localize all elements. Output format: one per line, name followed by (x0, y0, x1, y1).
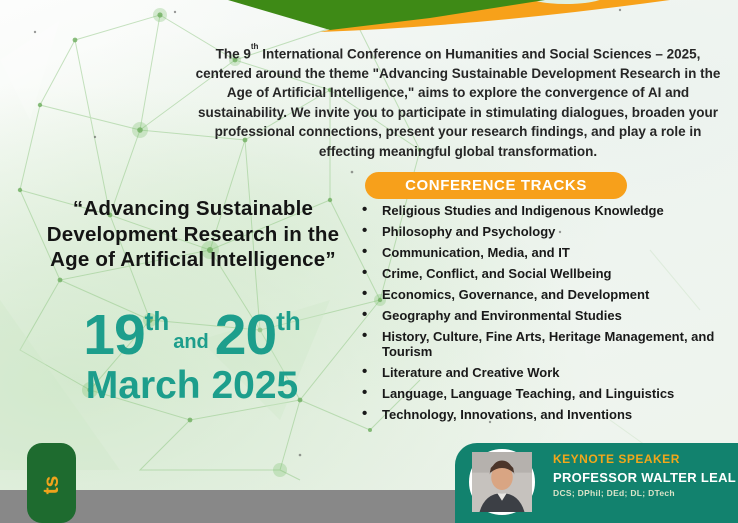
intro-paragraph (188, 41, 728, 161)
intro-prefix: The 9 (215, 46, 251, 62)
date-day1: 19 (83, 303, 145, 367)
track-item-label: Technology, Innovations, and Inventions (382, 406, 633, 422)
keynote-text-block (553, 452, 736, 498)
track-item (352, 330, 736, 359)
keynote-label: KEYNOTE SPEAKER (553, 452, 680, 466)
track-item-label: Communication, Media, and IT (382, 245, 570, 260)
date-month-year: March 2025 (85, 364, 299, 407)
top-banner-shapes (0, 0, 738, 40)
track-item-label: Economics, Governance, and Development (382, 287, 650, 302)
track-item (352, 387, 736, 402)
speaker-name: PROFESSOR WALTER LEAL (553, 470, 737, 485)
date-day2-suffix: th (276, 306, 301, 336)
speaker-photo (469, 449, 535, 515)
conference-tracks-header: CONFERENCE TRACKS (365, 172, 627, 199)
theme-quote: “Advancing Sustainable Development Research in the Age of Artificial Intelligence” (46, 197, 340, 271)
speaker-avatar-icon (472, 452, 532, 512)
track-item-label: Literature and Creative Work (382, 364, 560, 380)
event-dates (42, 303, 342, 408)
track-item (352, 408, 736, 423)
keynote-card (455, 443, 738, 523)
side-tab (27, 443, 76, 523)
dates-conjunction: and (173, 331, 209, 353)
side-tab-label: ts (39, 475, 63, 495)
track-item (352, 366, 736, 381)
track-item-label: Geography and Environmental Studies (382, 308, 622, 323)
intro-body: International Conference on Humanities and Social Sciences – 2025, centered around the theme "Advancing Sustainable Development Research in the Age of Artificial Intelligence," aims to explore the convergence of AI and sustainability. We invite you to participate in stimulating dialogues, broaden your professional connections, present your research findings, and play a role in effecting meaningful global transformation. (195, 46, 721, 159)
track-item-label: Crime, Conflict, and Social Wellbeing (382, 266, 612, 281)
tracks-list (352, 204, 736, 429)
track-item-label: Religious Studies and Indigenous Knowledge (382, 203, 664, 218)
date-day1-suffix: th (144, 306, 170, 336)
track-item (352, 309, 736, 324)
track-item (352, 225, 736, 240)
speaker-credentials: DCS; DPhil; DEd; DL; DTech (553, 488, 675, 498)
track-item (352, 246, 736, 261)
track-item (352, 204, 736, 219)
track-item (352, 288, 736, 303)
intro-ordinal: th (250, 42, 259, 52)
track-item-label: History, Culture, Fine Arts, Heritage Management, and Tourism (382, 329, 715, 359)
dates-days-row (42, 303, 342, 367)
date-day2: 20 (214, 303, 277, 367)
track-item-label: Language, Language Teaching, and Linguistics (382, 385, 675, 401)
track-item (352, 267, 736, 282)
track-item-label: Philosophy and Psychology (382, 224, 556, 239)
